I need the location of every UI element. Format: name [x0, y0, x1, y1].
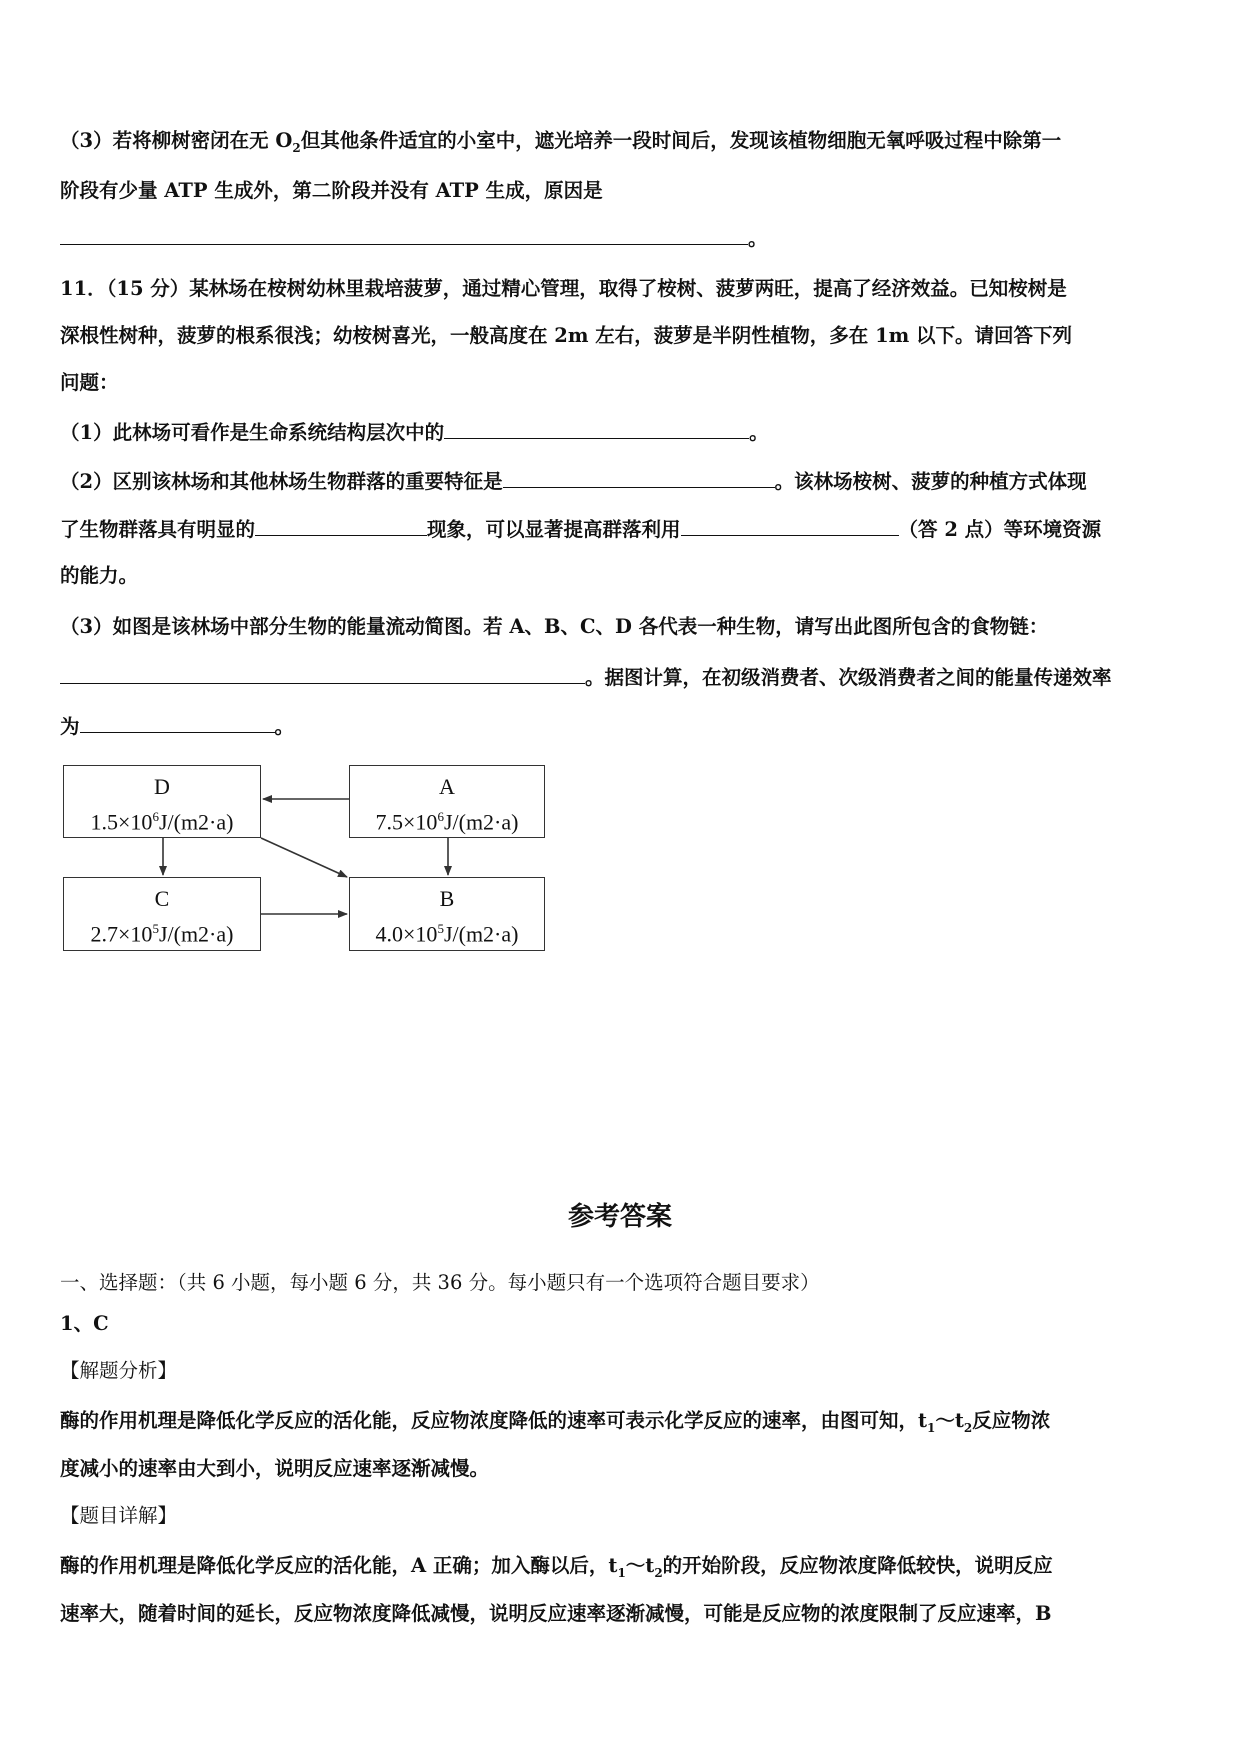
q11-part2-line3: 的能力。 — [60, 564, 139, 587]
exponent: 5 — [437, 921, 444, 936]
analysis-line2: 度减小的速率由大到小，说明反应速率逐渐减慢。 — [60, 1457, 490, 1480]
text: 酶的作用机理是降低化学反应的活化能，反应物浓度降低的速率可表示化学反应的速率，由图可知，t — [60, 1409, 928, 1432]
q11-line3: 问题： — [60, 371, 119, 394]
text: ～t — [935, 1409, 964, 1432]
text: 。据图计算，在初级消费者、次级消费者之间的能量传递效率 — [585, 666, 1112, 689]
detail-heading: 【题目详解】 — [60, 1504, 178, 1527]
detail-line1 — [60, 1553, 1053, 1586]
text: 现象，可以显著提高群落利用 — [427, 518, 681, 541]
subscript: 1 — [927, 1420, 936, 1435]
node-label: B — [439, 886, 455, 911]
arrow-D-to-B — [261, 838, 347, 877]
text: 的开始阶段，反应物浓度降低较快，说明反应 — [662, 1554, 1053, 1577]
text: 。 — [748, 227, 768, 250]
answers-section1: 一、选择题：（共 6 小题，每小题 6 分，共 36 分。每小题只有一个选项符合题目要求） — [60, 1271, 820, 1294]
analysis-line1 — [60, 1408, 1050, 1441]
text: J/(m2·a) — [158, 921, 234, 947]
text: 7.5×10 — [375, 809, 438, 835]
text: 1.5×10 — [90, 809, 153, 835]
exponent: 6 — [437, 809, 444, 824]
text: J/(m2·a) — [443, 809, 519, 835]
text: 2.7×10 — [90, 921, 153, 947]
text: （3）若将柳树密闭在无 O — [60, 129, 293, 152]
q11-line2: 深根性树种，菠萝的根系很浅；幼桉树喜光，一般高度在 2m 左右，菠萝是半阴性植物，多在 1m 以下。请回答下列 — [60, 324, 1073, 347]
answers-title: 参考答案 — [567, 1202, 672, 1232]
exponent: 5 — [152, 921, 159, 936]
node-label: C — [154, 886, 170, 911]
answer-1: 1、C — [60, 1312, 109, 1335]
text: 酶的作用机理是降低化学反应的活化能，A 正确；加入酶以后，t — [60, 1554, 618, 1577]
subscript: 1 — [617, 1565, 626, 1580]
text: 。该林场桉树、菠萝的种植方式体现 — [774, 470, 1087, 493]
text: 。 — [749, 421, 769, 444]
text: （2）区别该林场和其他林场生物群落的重要特征是 — [60, 470, 503, 493]
text: ～t — [625, 1554, 655, 1577]
q11-line1: 11．（15 分）某林场在桉树幼林里栽培菠萝，通过精心管理，取得了桉树、菠萝两旺，提高了经济效益。已知桉树是 — [60, 277, 1067, 300]
text: 。 — [274, 715, 295, 738]
text: （1）此林场可看作是生命系统结构层次中的 — [60, 421, 445, 444]
text: 为 — [60, 715, 80, 738]
q10-part3-line2: 阶段有少量 ATP 生成外，第二阶段并没有 ATP 生成，原因是 — [60, 179, 603, 202]
exponent: 6 — [152, 809, 159, 824]
text: 反应物浓 — [972, 1409, 1051, 1432]
subscript: 2 — [292, 140, 301, 155]
node-label: D — [154, 774, 170, 799]
text: 了生物群落具有明显的 — [60, 518, 256, 541]
node-label: A — [439, 774, 455, 799]
text: 但其他条件适宜的小室中，遮光培养一段时间后，发现该植物细胞无氧呼吸过程中除第一 — [300, 129, 1062, 152]
subscript: 2 — [654, 1565, 663, 1580]
q11-part3-line1: （3）如图是该林场中部分生物的能量流动简图。若 A、B、C、D 各代表一种生物，请写出此图所包含的食物链： — [60, 615, 1049, 638]
text: 4.0×10 — [375, 921, 438, 947]
subscript: 2 — [963, 1420, 973, 1435]
text: J/(m2·a) — [158, 809, 234, 835]
analysis-heading: 【解题分析】 — [60, 1359, 178, 1382]
detail-line2: 速率大，随着时间的延长，反应物浓度降低减慢，说明反应速率逐渐减慢，可能是反应物的浓度限制了反应速率，B — [60, 1602, 1052, 1625]
text: J/(m2·a) — [443, 921, 519, 947]
text: （答 2 点）等环境资源 — [898, 518, 1102, 541]
